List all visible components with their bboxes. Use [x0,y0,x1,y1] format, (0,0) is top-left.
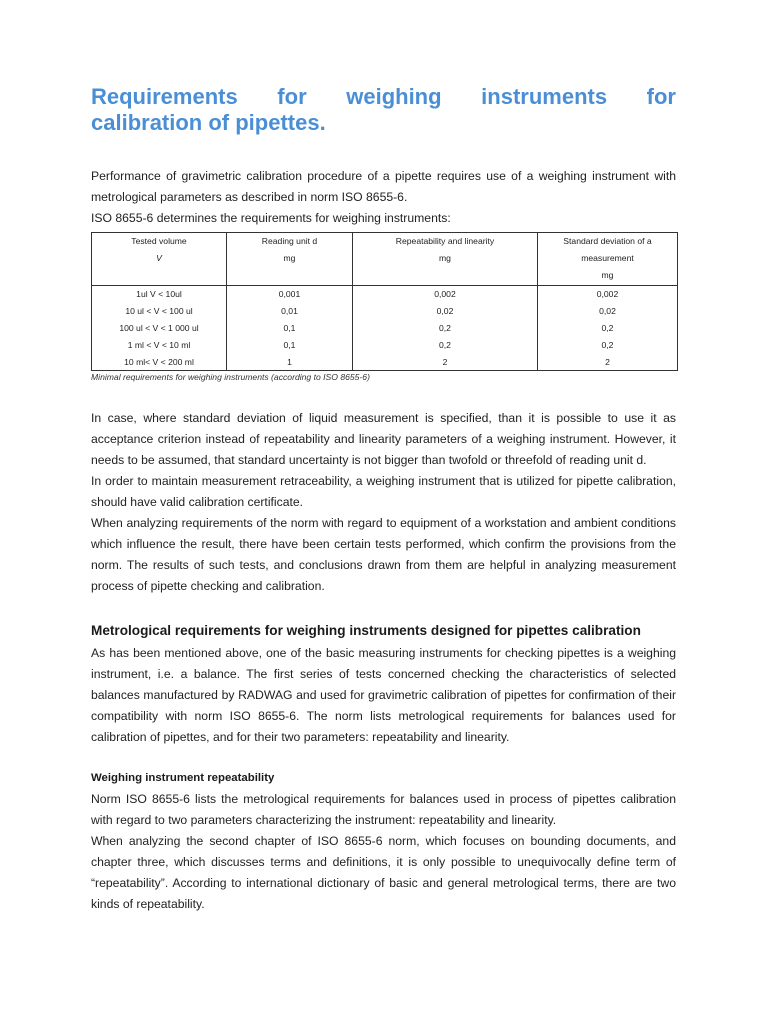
section-heading: Metrological requirements for weighing instruments designed for pipettes calibration [91,623,641,639]
page-title [91,84,676,136]
table-cell: 1 ml < V < 10 ml [92,337,227,354]
table-cell: 0,001 [227,286,353,303]
table-cell: 10 ul < V < 100 ul [92,303,227,320]
subsection-heading: Weighing instrument repeatability [91,772,275,785]
intro-paragraph-2: ISO 8655-6 determines the requirements for weighing instruments: [91,211,451,225]
table-cell: 0,2 [538,337,678,354]
table-cell: 100 ul < V < 1 000 ul [92,320,227,337]
table-header-row [92,233,678,286]
table-row [92,303,678,320]
table-cell: 0,1 [227,337,353,354]
table-caption: Minimal requirements for weighing instruments (according to ISO 8655-6) [91,372,370,383]
body-paragraph: In order to maintain measurement retraceability, a weighing instrument that is utilized for pipette calibration, should have valid calibration certificate. [91,474,676,510]
header-unit: mg [439,252,451,263]
table-cell: 0,2 [353,337,538,354]
table-row [92,320,678,337]
table-cell: 2 [353,354,538,371]
table-cell: 1 [227,354,353,371]
table-cell: 0,002 [353,286,538,303]
table-cell: 0,2 [353,320,538,337]
header-text: Standard deviation of a [563,236,652,246]
body-paragraph: As has been mentioned above, one of the basic measuring instruments for checking pipettes is a weighing instrument, i.e. a balance. The first series of tests concerned checking the characteristics of selected balances manufactured by RADWAG and used for gravimetric calibration of pipettes for confirmation of their compatibility with norm ISO 8655-6. The norm lists metrological requirements for balances used for calibration of pipettes, and for their two parameters: repeatability and linearity. [91,646,676,745]
header-text: Reading unit d [261,236,318,246]
body-paragraph: When analyzing requirements of the norm with regard to equipment of a workstation and ambient conditions which influence the result, there have been certain tests performed, which confirm the provisions from the norm. The results of such tests, and conclusions drawn from them are helpful in analyzing measurement process of pipette checking and calibration. [91,516,676,594]
header-symbol: V [156,252,162,263]
header-unit: mg [601,269,614,280]
table-cell: 0,02 [538,303,678,320]
table-cell: 0,002 [538,286,678,303]
page-title-line-1: Requirements for weighing instruments for [91,84,676,109]
body-paragraph: When analyzing the second chapter of ISO 8655-6 norm, which focuses on bounding documents, and chapter three, which discusses terms and definitions, it is only possible to unequivocally define term of “repeatability”. According to international dictionary of basic and general metrological terms, there are two kinds of repeatability. [91,834,676,912]
table-header-repeatability [353,233,538,286]
intro-paragraph: Performance of gravimetric calibration procedure of a pipette requires use of a weighing instrument with metrological parameters as described in norm ISO 8655-6. [91,169,676,204]
header-text: Tested volume [131,236,187,246]
table-row [92,286,678,303]
table-cell: 2 [538,354,678,371]
table-cell: 0,01 [227,303,353,320]
header-text: measurement [581,252,634,263]
header-unit: mg [283,252,296,263]
table-header-tested-volume [92,233,227,286]
document-content [91,84,676,915]
table-header-standard-deviation [538,233,678,286]
table-cell: 10 ml< V < 200 ml [92,354,227,371]
table-row [92,337,678,354]
body-paragraph: In case, where standard deviation of liquid measurement is specified, than it is possible to use it as acceptance criterion instead of repeatability and linearity parameters of a weighing instrument. However, it needs to be assumed, that standard uncertainty is not bigger than twofold or threefold of reading unit d. [91,411,676,468]
table-header-reading-unit [227,233,353,286]
page-title-line-2: calibration of pipettes. [91,110,326,135]
table-cell: 0,2 [538,320,678,337]
table-cell: 1ul V < 10ul [92,286,227,303]
table-cell: 0,02 [353,303,538,320]
table-row [92,354,678,371]
requirements-table [91,232,678,371]
body-paragraph: Norm ISO 8655-6 lists the metrological requirements for balances used in process of pipettes calibration with regard to two parameters characterizing the instrument: repeatability and linearity. [91,792,676,828]
table-cell: 0,1 [227,320,353,337]
header-text: Repeatability and linearity [395,236,495,246]
